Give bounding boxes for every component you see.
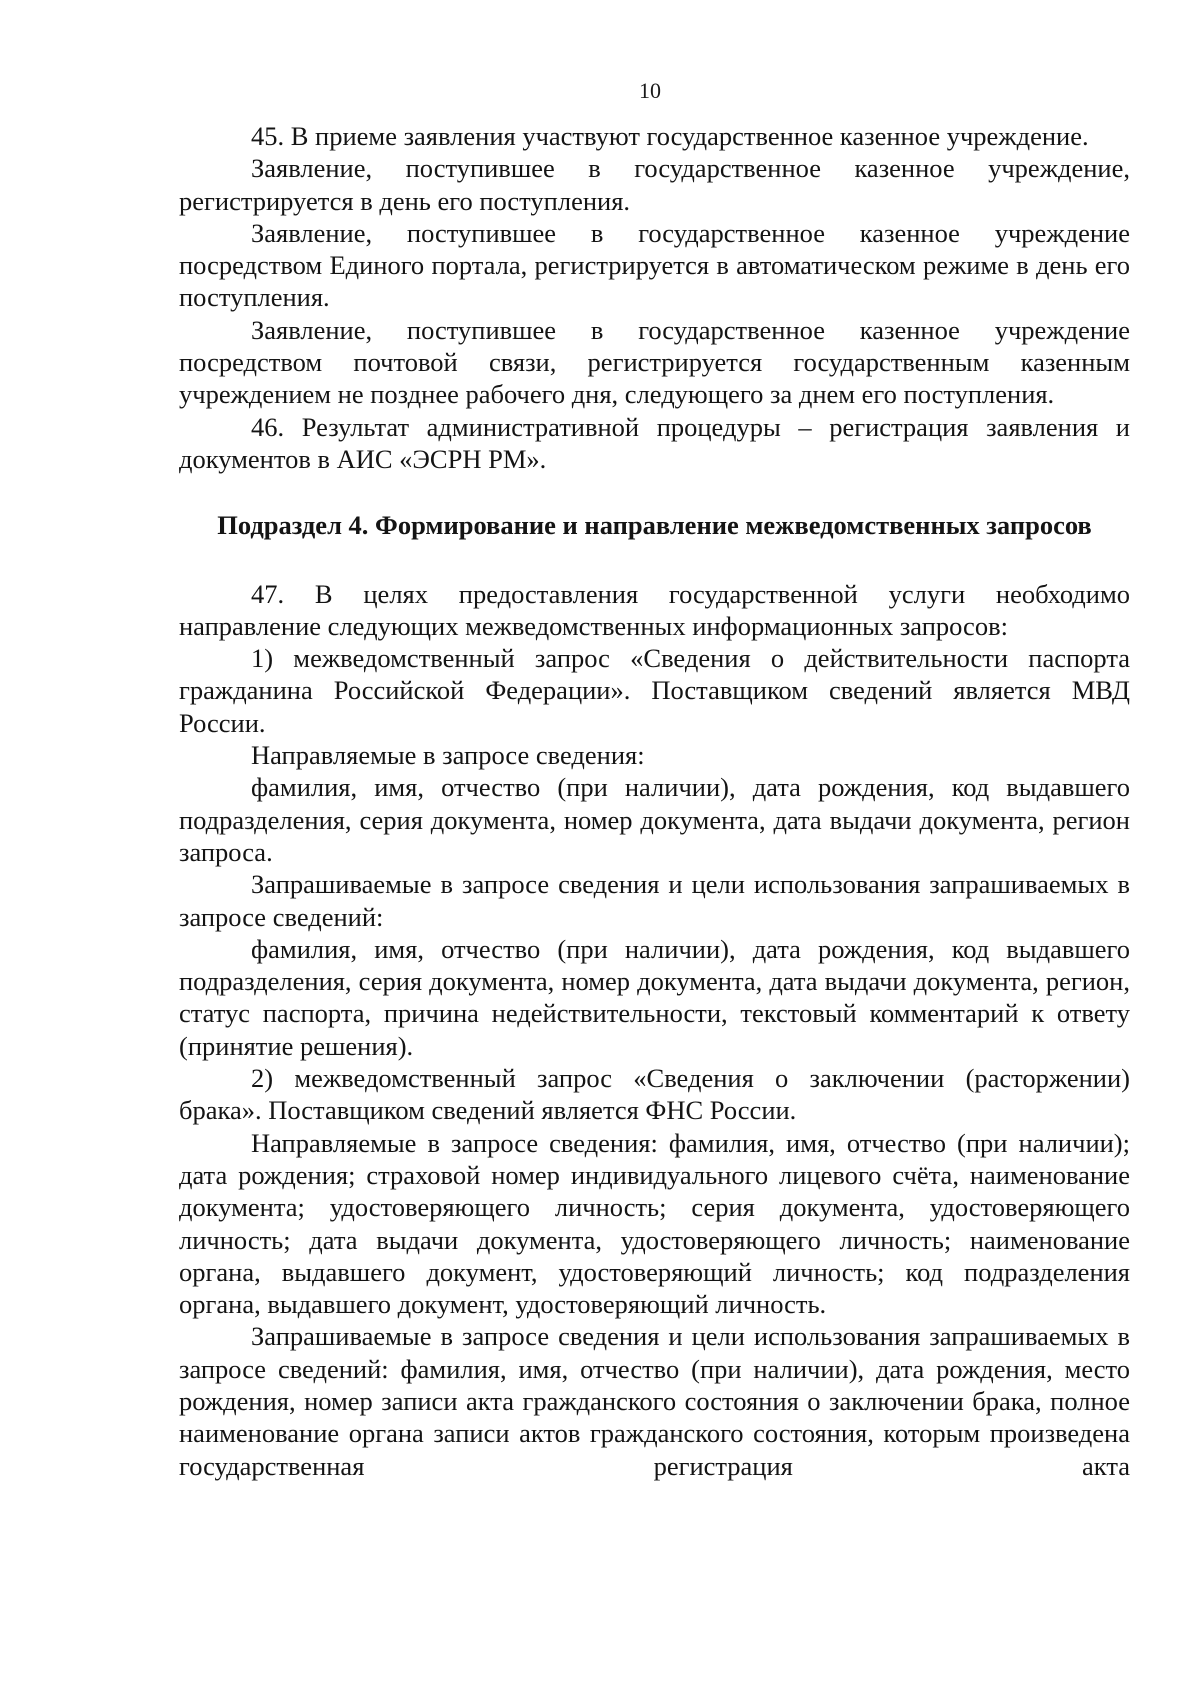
paragraph-sent-data-2: Направляемые в запросе сведения: фамилия, имя, отчество (при наличии); дата рождения; страховой номер индивидуального лицевого счёта, наименование документа; удостоверяющего личность; серия документа, удостоверяющего личность; дата выдачи документа, удостоверяющего личность; наименование органа, выдавшего документ, удостоверяющий личность; код подразделения органа, выдавшего документ, удостоверяющий личность. (179, 1127, 1130, 1320)
paragraph-postal: Заявление, поступившее в государственное казенное учреждение посредством почтовой связи, регистрируется государственным казенным учреждением не позднее рабочего дня, следующего за днем его поступления. (179, 314, 1130, 410)
paragraph-requested-data-label: Запрашиваемые в запросе сведения и цели использования запрашиваемых в запросе сведений: (179, 869, 1130, 932)
paragraph-47: 47. В целях предоставления государственной услуги необходимо направление следующих межведомственных информационных запросов: (179, 578, 1130, 641)
paragraph-request-1: 1) межведомственный запрос «Сведения о действительности паспорта гражданина Российской Федерации». Поставщиком сведений является МВД России. (179, 643, 1130, 738)
paragraph-requested-data-1: фамилия, имя, отчество (при наличии), дата рождения, код выдавшего подразделения, серия документа, номер документа, дата выдачи документа, регион, статус паспорта, причина недействительности, текстовый комментарий к ответу (принятие решения). (179, 933, 1130, 1061)
paragraph-45: 45. В приеме заявления участвуют государственное казенное учреждение. (251, 121, 1089, 151)
subsection-heading: Подраздел 4. Формирование и направление межведомственных запросов (217, 510, 1092, 541)
document-body (179, 120, 1130, 1482)
paragraph-sent-data-label: Направляемые в запросе сведения: (251, 740, 645, 771)
paragraph-sent-data-1: фамилия, имя, отчество (при наличии), дата рождения, код выдавшего подразделения, серия документа, номер документа, дата выдачи документа, регион запроса. (179, 772, 1130, 867)
paragraph-request-2: 2) межведомственный запрос «Сведения о заключении (расторжении) брака». Поставщиком сведений является ФНС России. (179, 1063, 1130, 1126)
paragraph-requested-data-2: Запрашиваемые в запросе сведения и цели использования запрашиваемых в запросе сведений: фамилия, имя, отчество (при наличии), дата рождения, место рождения, номер записи акта гражданского состояния о заключении брака, полное наименование органа записи актов гражданского состояния, которым произведена государственная регистрация акта (179, 1321, 1130, 1481)
page-number: 10 (639, 78, 661, 103)
paragraph-portal: Заявление, поступившее в государственное казенное учреждение посредством Единого портала, регистрируется в автоматическом режиме в день его поступления. (179, 217, 1130, 313)
paragraph-registration: Заявление, поступившее в государственное казенное учреждение, регистрируется в день его поступления. (179, 153, 1130, 216)
paragraph-46: 46. Результат административной процедуры – регистрация заявления и документов в АИС «ЭСРН РМ». (179, 411, 1130, 474)
